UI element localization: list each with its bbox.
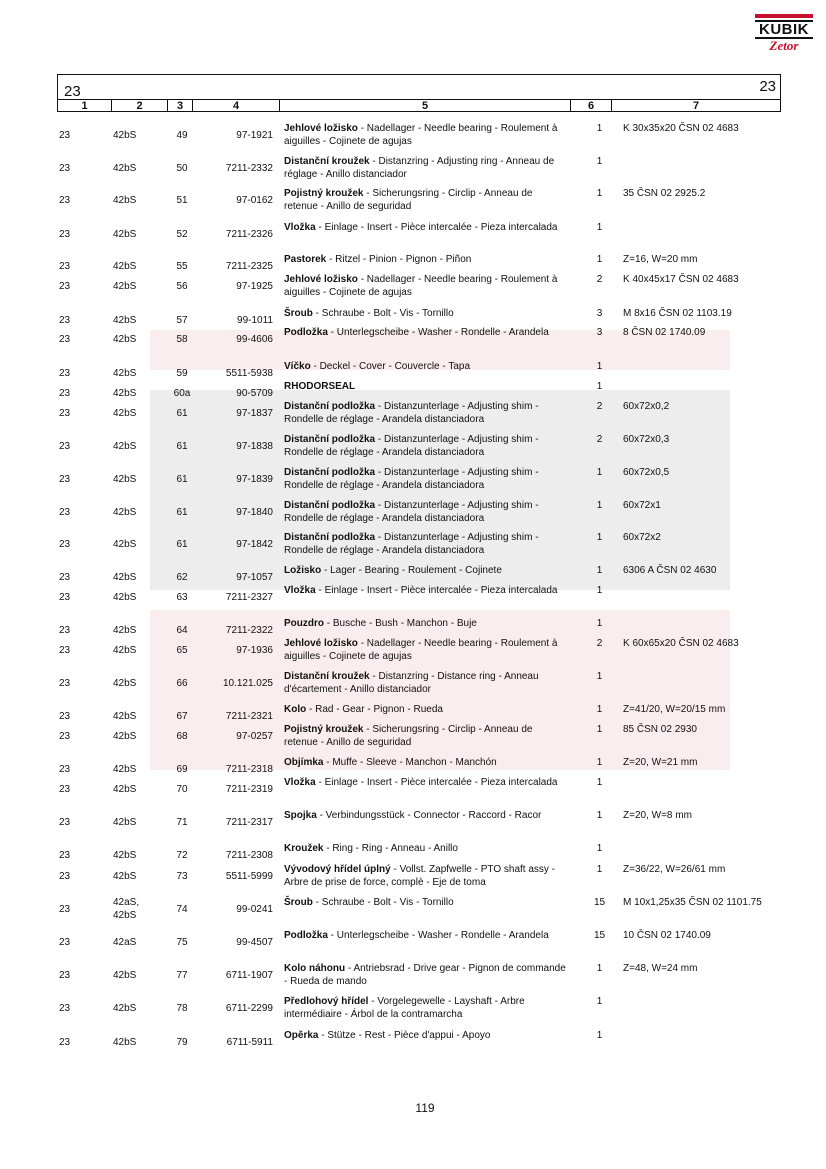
quantity-cell: 1 [596, 156, 603, 167]
note-cell: 85 ČSN 02 2930 [623, 724, 697, 735]
group-cell: 42bS [113, 261, 137, 272]
part-number-cell: 5511-5938 [225, 368, 273, 379]
part-number-cell: 7211-2318 [225, 764, 273, 775]
part-translations: - Distanzring - Distance ring - Anneau d'écartement - Anillo distanciador [284, 671, 539, 695]
part-translations: - Vollst. Zapfwelle - PTO shaft assy - Arbre de prise de force, complè - Eje de toma [284, 864, 556, 888]
position-cell: 63 [176, 592, 188, 603]
chapter-cell: 23 [59, 408, 71, 419]
position-cell: 61 [176, 441, 188, 452]
chapter-cell: 23 [59, 334, 71, 345]
description-cell [284, 756, 569, 769]
part-name: Objímka [284, 757, 324, 768]
part-name: Předlohový hřídel [284, 996, 369, 1007]
part-translations: - Sicherungsring - Circlip - Anneau de retenue - Anillo de seguridad [284, 188, 533, 212]
position-cell: 68 [176, 731, 188, 742]
group-cell: 42bS [113, 731, 137, 742]
position-cell: 61 [176, 507, 188, 518]
part-translations: - Nadellager - Needle bearing - Roulement à aiguilles - Cojinete de agujas [284, 638, 558, 662]
part-number-cell: 10.121.025 [222, 678, 273, 689]
quantity-cell: 15 [593, 930, 606, 941]
quantity-cell: 1 [596, 724, 603, 735]
chapter-cell: 23 [59, 731, 71, 742]
part-number-cell: 99-1011 [237, 315, 273, 326]
quantity-cell: 3 [596, 308, 603, 319]
description-cell [284, 723, 569, 749]
note-cell: 60x72x1 [623, 500, 661, 511]
group-cell: 42bS [113, 334, 137, 345]
page-number: 119 [415, 1101, 435, 1115]
description-cell [284, 253, 569, 266]
group-cell: 42bS [113, 678, 137, 689]
part-number-cell: 7211-2317 [225, 817, 273, 828]
chapter-cell: 23 [59, 441, 71, 452]
description-cell [284, 400, 569, 426]
column-header: 7 [692, 100, 700, 112]
description-cell [284, 499, 569, 525]
part-name: Distanční kroužek [284, 156, 370, 167]
part-translations: - Distanzunterlage - Adjusting shim - Rondelle de réglage - Arandela distanciadora [284, 467, 539, 491]
part-name: Opěrka [284, 1030, 319, 1041]
part-translations: - Busche - Bush - Manchon - Buje [324, 618, 477, 629]
description-cell [284, 187, 569, 213]
quantity-cell: 2 [596, 274, 603, 285]
group-cell: 42bS [113, 130, 137, 141]
position-cell: 61 [176, 408, 188, 419]
part-name: Vložka [284, 222, 316, 233]
chapter-cell: 23 [59, 850, 71, 861]
description-cell [284, 670, 569, 696]
description-cell [284, 326, 569, 339]
position-cell: 65 [176, 645, 188, 656]
part-name: Distanční podložka [284, 532, 376, 543]
quantity-cell: 1 [596, 222, 603, 233]
part-translations: - Rad - Gear - Pignon - Rueda [306, 704, 443, 715]
chapter-cell: 23 [59, 229, 71, 240]
column-header: 5 [280, 100, 571, 112]
part-translations: - Ring - Ring - Anneau - Anillo [323, 843, 458, 854]
description-cell [284, 221, 569, 234]
part-name: Vývodový hřídel úplný [284, 864, 391, 875]
chapter-cell: 23 [59, 388, 71, 399]
quantity-cell: 2 [596, 401, 603, 412]
group-cell: 42bS [113, 592, 137, 603]
description-cell [284, 703, 569, 716]
quantity-cell: 1 [596, 618, 603, 629]
part-number-cell: 97-1838 [236, 441, 273, 452]
part-name: RHODORSEAL [284, 381, 356, 392]
chapter-cell: 23 [59, 261, 71, 272]
note-cell: 60x72x0,5 [623, 467, 670, 478]
part-name: Vložka [284, 777, 316, 788]
note-cell: K 40x45x17 ČSN 02 4683 [623, 274, 739, 285]
part-number-cell: 7211-2325 [225, 261, 273, 272]
part-number-cell: 90-5709 [236, 388, 273, 399]
quantity-cell: 1 [596, 565, 603, 576]
quantity-cell: 1 [596, 671, 603, 682]
chapter-cell: 23 [59, 195, 71, 206]
quantity-cell: 1 [596, 254, 603, 265]
part-number-cell: 97-1837 [236, 408, 273, 419]
group-cell: 42bS [113, 507, 137, 518]
note-cell: Z=36/22, W=26/61 mm [623, 864, 726, 875]
part-translations: - Unterlegscheibe - Washer - Rondelle - Arandela [327, 327, 549, 338]
part-number-cell: 7211-2326 [225, 229, 273, 240]
group-cell: 42aS, 42bS [113, 897, 140, 921]
note-cell: 60x72x2 [623, 532, 661, 543]
chapter-cell: 23 [59, 507, 71, 518]
quantity-cell: 2 [596, 434, 603, 445]
part-name: Distanční podložka [284, 500, 376, 511]
part-number-cell: 97-1925 [236, 281, 273, 292]
logo-bar [755, 14, 813, 18]
part-name: Pouzdro [284, 618, 324, 629]
chapter-cell: 23 [59, 645, 71, 656]
chapter-cell: 23 [59, 315, 71, 326]
part-translations: - Vorgelegewelle - Layshaft - Arbre intermédiaire - Árbol de la contramarcha [284, 996, 525, 1020]
note-cell: K 30x35x20 ČSN 02 4683 [623, 123, 739, 134]
description-cell [284, 307, 569, 320]
position-cell: 60a [173, 388, 191, 399]
part-name: Distanční podložka [284, 401, 376, 412]
group-cell: 42bS [113, 388, 137, 399]
part-name: Jehlové ložisko [284, 123, 358, 134]
quantity-cell: 1 [596, 381, 603, 392]
group-cell: 42bS [113, 368, 137, 379]
quantity-cell: 1 [596, 757, 603, 768]
description-cell [284, 1029, 569, 1042]
chapter-cell: 23 [59, 711, 71, 722]
position-cell: 79 [176, 1037, 188, 1048]
part-name: Šroub [284, 308, 313, 319]
quantity-cell: 1 [596, 810, 603, 821]
position-cell: 57 [176, 315, 188, 326]
chapter-cell: 23 [59, 937, 71, 948]
position-cell: 69 [176, 764, 188, 775]
part-name: Podložka [284, 930, 328, 941]
group-cell: 42bS [113, 1003, 137, 1014]
part-name: Pastorek [284, 254, 327, 265]
note-cell: Z=16, W=20 mm [623, 254, 698, 265]
chapter-cell: 23 [59, 1037, 71, 1048]
part-name: Kroužek [284, 843, 324, 854]
note-cell: 35 ČSN 02 2925.2 [623, 188, 706, 199]
note-cell: Z=20, W=21 mm [623, 757, 698, 768]
position-cell: 61 [176, 474, 188, 485]
part-translations: - Unterlegscheibe - Washer - Rondelle - Arandela [327, 930, 549, 941]
chapter-cell: 23 [59, 970, 71, 981]
note-cell: 10 ČSN 02 1740.09 [623, 930, 711, 941]
group-cell: 42bS [113, 764, 137, 775]
chapter-cell: 23 [59, 784, 71, 795]
chapter-number-right: 23 [759, 78, 776, 95]
column-header: 2 [112, 100, 168, 112]
part-number-cell: 97-1057 [236, 572, 273, 583]
chapter-header [57, 74, 781, 112]
chapter-number-left: 23 [64, 83, 81, 100]
description-cell [284, 617, 569, 630]
note-cell: Z=41/20, W=20/15 mm [623, 704, 726, 715]
chapter-cell: 23 [59, 572, 71, 583]
part-name: Jehlové ložisko [284, 274, 358, 285]
description-cell [284, 842, 569, 855]
part-number-cell: 99-0241 [236, 904, 273, 915]
quantity-cell: 3 [596, 327, 603, 338]
group-cell: 42bS [113, 1037, 137, 1048]
part-number-cell: 7211-2332 [225, 163, 273, 174]
column-header: 3 [168, 100, 193, 112]
description-cell [284, 273, 569, 299]
part-translations: - Nadellager - Needle bearing - Roulement à aiguilles - Cojinete de agujas [284, 123, 558, 147]
description-cell [284, 863, 569, 889]
chapter-cell: 23 [59, 539, 71, 550]
position-cell: 70 [176, 784, 188, 795]
quantity-cell: 15 [593, 897, 606, 908]
quantity-cell: 1 [596, 500, 603, 511]
part-number-cell: 6711-2299 [225, 1003, 273, 1014]
note-cell: M 8x16 ČSN 02 1103.19 [623, 308, 732, 319]
part-number-cell: 97-0162 [236, 195, 273, 206]
description-cell [284, 962, 569, 988]
chapter-cell: 23 [59, 817, 71, 828]
position-cell: 56 [176, 281, 188, 292]
part-translations: - Einlage - Insert - Pièce intercalée - Pieza intercalada [315, 585, 558, 596]
description-cell [284, 564, 569, 577]
logo-brand: KUBIK [755, 20, 813, 39]
note-cell: 60x72x0,2 [623, 401, 670, 412]
group-cell: 42bS [113, 645, 137, 656]
position-cell: 78 [176, 1003, 188, 1014]
description-cell [284, 637, 569, 663]
description-cell [284, 776, 569, 789]
chapter-cell: 23 [59, 281, 71, 292]
chapter-cell: 23 [59, 592, 71, 603]
part-name: Pojistný kroužek [284, 188, 364, 199]
column-header: 4 [193, 100, 280, 112]
group-cell: 42bS [113, 539, 137, 550]
group-cell: 42bS [113, 572, 137, 583]
chapter-cell: 23 [59, 474, 71, 485]
position-cell: 58 [176, 334, 188, 345]
quantity-cell: 1 [596, 777, 603, 788]
column-header: 6 [571, 100, 612, 112]
part-name: Víčko [284, 361, 311, 372]
logo-sub: Zetor [769, 38, 799, 53]
note-cell: K 60x65x20 ČSN 02 4683 [623, 638, 739, 649]
part-translations: - Schraube - Bolt - Vis - Tornillo [312, 897, 454, 908]
chapter-cell: 23 [59, 130, 71, 141]
description-cell [284, 433, 569, 459]
note-cell: Z=20, W=8 mm [623, 810, 692, 821]
note-cell: Z=48, W=24 mm [623, 963, 698, 974]
part-translations: - Schraube - Bolt - Vis - Tornillo [312, 308, 454, 319]
part-name: Distanční kroužek [284, 671, 370, 682]
part-translations: - Deckel - Cover - Couvercle - Tapa [310, 361, 470, 372]
position-cell: 62 [176, 572, 188, 583]
group-cell: 42bS [113, 281, 137, 292]
chapter-cell: 23 [59, 163, 71, 174]
group-cell: 42bS [113, 163, 137, 174]
position-cell: 77 [176, 970, 188, 981]
part-translations: - Sicherungsring - Circlip - Anneau de retenue - Anillo de seguridad [284, 724, 533, 748]
chapter-cell: 23 [59, 1003, 71, 1014]
part-number-cell: 7211-2322 [225, 625, 273, 636]
quantity-cell: 1 [596, 361, 603, 372]
part-number-cell: 99-4606 [236, 334, 273, 345]
position-cell: 71 [176, 817, 188, 828]
description-cell [284, 466, 569, 492]
part-translations: - Einlage - Insert - Pièce intercalée - Pieza intercalada [315, 777, 558, 788]
quantity-cell: 1 [596, 532, 603, 543]
chapter-cell: 23 [59, 368, 71, 379]
quantity-cell: 1 [596, 188, 603, 199]
part-translations: - Distanzring - Adjusting ring - Anneau de réglage - Anillo distanciador [284, 156, 555, 180]
position-cell: 67 [176, 711, 188, 722]
note-cell: M 10x1,25x35 ČSN 02 1101.75 [623, 897, 762, 908]
part-number-cell: 7211-2327 [225, 592, 273, 603]
group-cell: 42bS [113, 850, 137, 861]
description-cell [284, 531, 569, 557]
part-translations: - Distanzunterlage - Adjusting shim - Rondelle de réglage - Arandela distanciadora [284, 434, 539, 458]
part-number-cell: 97-1921 [236, 130, 273, 141]
part-name: Pojistný kroužek [284, 724, 364, 735]
description-cell [284, 360, 569, 373]
note-cell: 6306 A ČSN 02 4630 [623, 565, 717, 576]
position-cell: 52 [176, 229, 188, 240]
part-number-cell: 7211-2308 [225, 850, 273, 861]
part-translations: - Distanzunterlage - Adjusting shim - Rondelle de réglage - Arandela distanciadora [284, 401, 539, 425]
position-cell: 51 [176, 195, 188, 206]
part-number-cell: 97-1842 [236, 539, 273, 550]
group-cell: 42aS [113, 937, 137, 948]
column-header: 1 [58, 100, 112, 112]
position-cell: 50 [176, 163, 188, 174]
quantity-cell: 1 [596, 704, 603, 715]
group-cell: 42bS [113, 229, 137, 240]
position-cell: 72 [176, 850, 188, 861]
part-translations: - Distanzunterlage - Adjusting shim - Rondelle de réglage - Arandela distanciadora [284, 500, 539, 524]
quantity-cell: 1 [596, 1030, 603, 1041]
part-name: Kolo [284, 704, 307, 715]
part-name: Distanční podložka [284, 467, 376, 478]
part-translations: - Lager - Bearing - Roulement - Cojinete [321, 565, 502, 576]
chapter-cell: 23 [59, 625, 71, 636]
part-translations: - Stütze - Rest - Pièce d'appui - Apoyo [318, 1030, 491, 1041]
part-number-cell: 97-1840 [236, 507, 273, 518]
group-cell: 42bS [113, 784, 137, 795]
part-translations: - Ritzel - Pinion - Pignon - Piñon [326, 254, 472, 265]
description-cell [284, 155, 569, 181]
quantity-cell: 1 [596, 963, 603, 974]
kubik-zetor-logo [755, 14, 813, 60]
description-cell [284, 584, 569, 597]
group-cell: 42bS [113, 711, 137, 722]
group-cell: 42bS [113, 195, 137, 206]
part-name: Jehlové ložisko [284, 638, 358, 649]
position-cell: 49 [176, 130, 188, 141]
group-cell: 42bS [113, 408, 137, 419]
quantity-cell: 1 [596, 864, 603, 875]
chapter-cell: 23 [59, 764, 71, 775]
description-cell [284, 809, 569, 822]
group-cell: 42bS [113, 441, 137, 452]
part-number-cell: 97-1839 [236, 474, 273, 485]
quantity-cell: 1 [596, 123, 603, 134]
position-cell: 74 [176, 904, 188, 915]
position-cell: 66 [176, 678, 188, 689]
position-cell: 75 [176, 937, 188, 948]
note-cell: 8 ČSN 02 1740.09 [623, 327, 706, 338]
part-name: Vložka [284, 585, 316, 596]
quantity-cell: 2 [596, 638, 603, 649]
part-translations: - Einlage - Insert - Pièce intercalée - Pieza intercalada [315, 222, 558, 233]
description-cell [284, 380, 569, 393]
part-number-cell: 97-1936 [236, 645, 273, 656]
part-number-cell: 7211-2321 [225, 711, 273, 722]
quantity-cell: 1 [596, 843, 603, 854]
position-cell: 61 [176, 539, 188, 550]
note-cell: 60x72x0,3 [623, 434, 670, 445]
part-translations: - Antriebsrad - Drive gear - Pignon de commande - Rueda de mando [284, 963, 566, 987]
group-cell: 42bS [113, 625, 137, 636]
part-name: Podložka [284, 327, 328, 338]
part-translations: - Muffe - Sleeve - Manchon - Manchón [323, 757, 497, 768]
chapter-cell: 23 [59, 871, 71, 882]
position-cell: 59 [176, 368, 188, 379]
chapter-cell: 23 [59, 904, 71, 915]
chapter-cell: 23 [59, 678, 71, 689]
group-cell: 42bS [113, 970, 137, 981]
part-number-cell: 6711-5911 [226, 1037, 273, 1048]
description-cell [284, 995, 569, 1021]
part-name: Ložisko [284, 565, 322, 576]
quantity-cell: 1 [596, 585, 603, 596]
part-number-cell: 99-4507 [236, 937, 273, 948]
column-header-row [58, 99, 780, 112]
part-name: Kolo náhonu [284, 963, 346, 974]
part-name: Spojka [284, 810, 317, 821]
part-name: Šroub [284, 897, 313, 908]
quantity-cell: 1 [596, 996, 603, 1007]
part-number-cell: 7211-2319 [225, 784, 273, 795]
description-cell [284, 896, 569, 909]
group-cell: 42bS [113, 817, 137, 828]
group-cell: 42bS [113, 474, 137, 485]
part-number-cell: 97-0257 [236, 731, 273, 742]
position-cell: 73 [176, 871, 188, 882]
part-number-cell: 5511-5999 [225, 871, 273, 882]
part-number-cell: 6711-1907 [225, 970, 273, 981]
group-cell: 42bS [113, 315, 137, 326]
part-translations: - Verbindungsstück - Connector - Raccord - Racor [316, 810, 542, 821]
part-name: Distanční podložka [284, 434, 376, 445]
part-translations: - Nadellager - Needle bearing - Roulement à aiguilles - Cojinete de agujas [284, 274, 558, 298]
position-cell: 64 [176, 625, 188, 636]
description-cell [284, 929, 569, 942]
group-cell: 42bS [113, 871, 137, 882]
description-cell [284, 122, 569, 148]
part-translations: - Distanzunterlage - Adjusting shim - Rondelle de réglage - Arandela distanciadora [284, 532, 539, 556]
quantity-cell: 1 [596, 467, 603, 478]
position-cell: 55 [176, 261, 188, 272]
